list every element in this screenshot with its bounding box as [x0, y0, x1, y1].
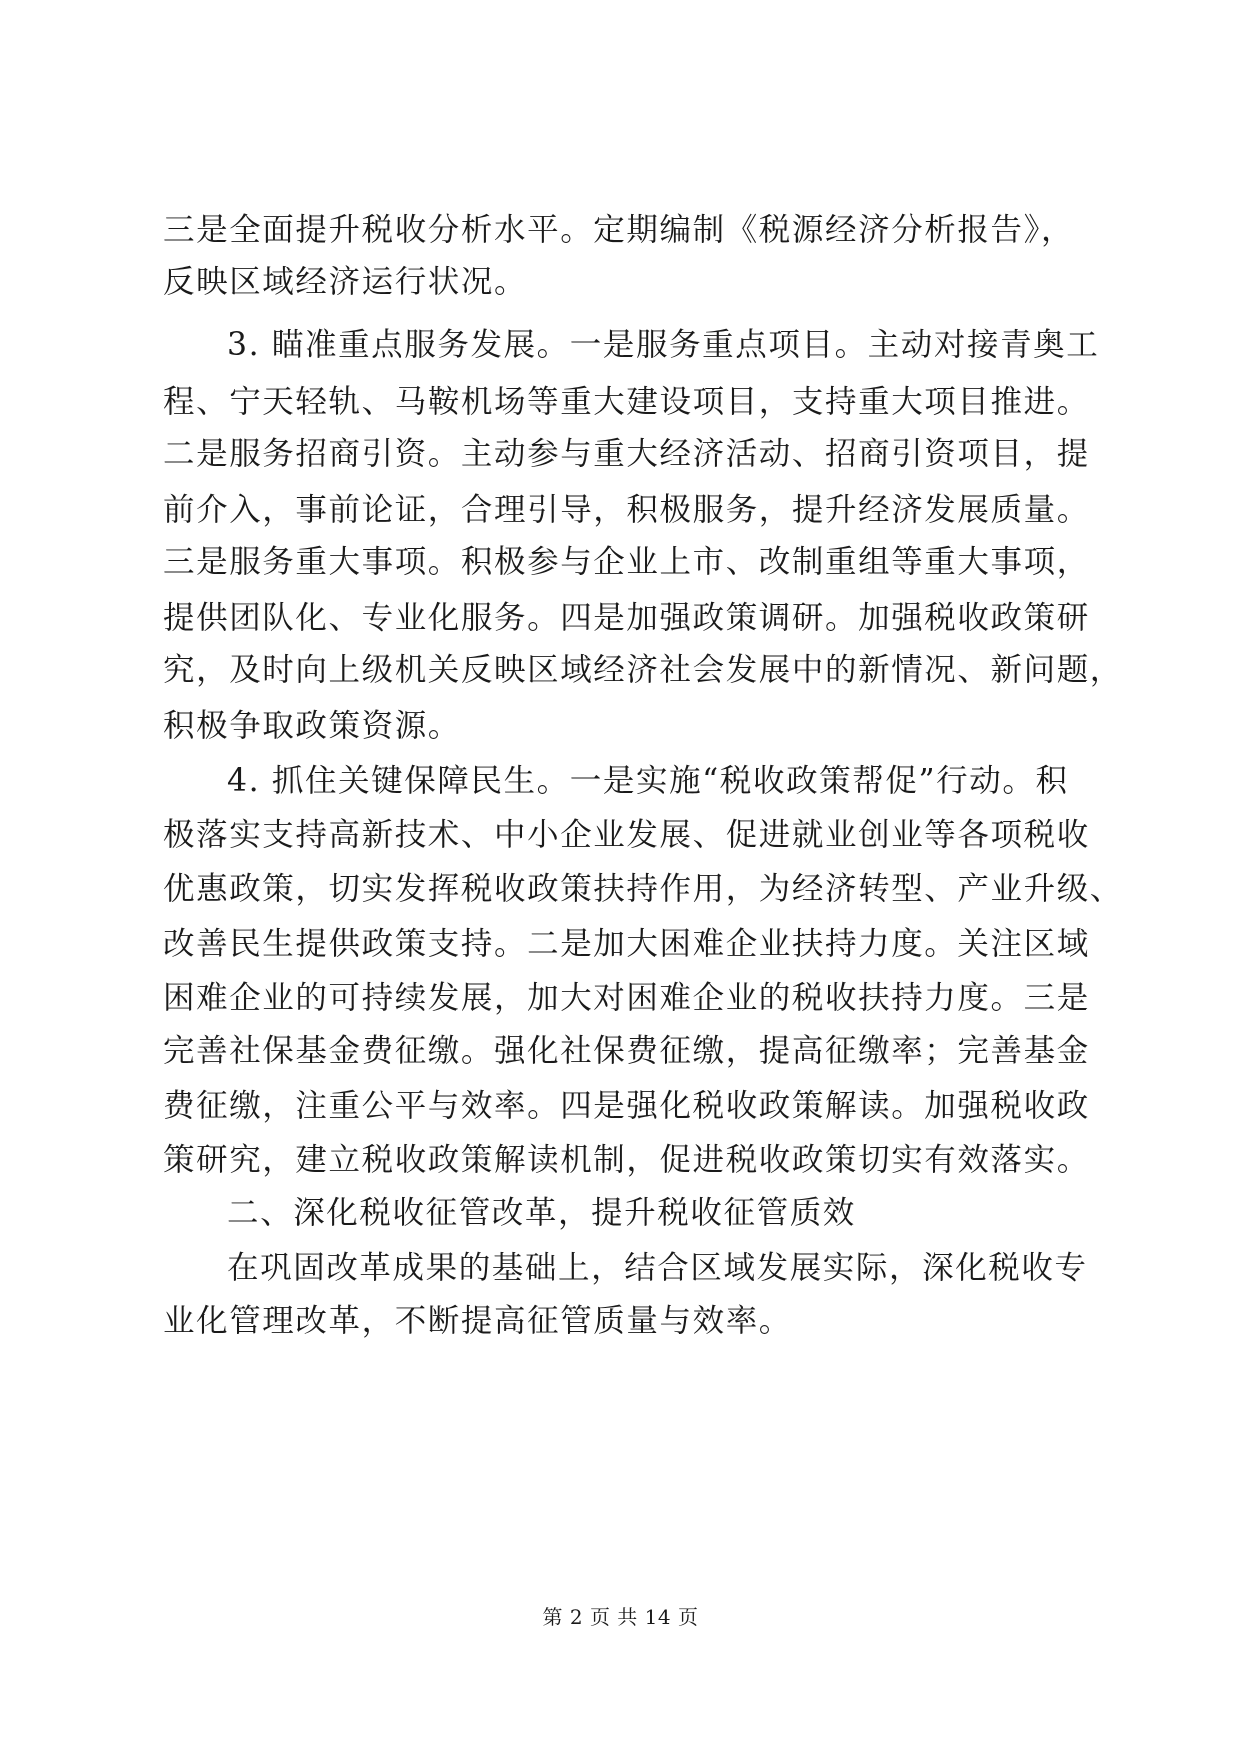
paragraph-line: 三是服务重大事项。积极参与企业上市、改制重组等重大事项，	[163, 544, 1090, 580]
paragraph-line: 前介入，事前论证，合理引导，积极服务，提升经济发展质量。	[163, 492, 1090, 528]
paragraph-line: 在巩固改革成果的基础上，结合区域发展实际，深化税收专	[227, 1250, 1088, 1286]
paragraph-line: 反映区域经济运行状况。	[163, 264, 528, 300]
paragraph-line: 程、宁天轻轨、马鞍机场等重大建设项目，支持重大项目推进。	[163, 384, 1090, 420]
paragraph-line: 极落实支持高新技术、中小企业发展、促进就业创业等各项税收	[163, 817, 1090, 853]
paragraph-line: 优惠政策，切实发挥税收政策扶持作用，为经济转型、产业升级、	[163, 871, 1123, 907]
paragraph-line: 4. 抓住关键保障民生。一是实施“税收政策帮促”行动。积	[227, 763, 1069, 799]
paragraph-line: 积极争取政策资源。	[163, 708, 461, 744]
paragraph-line: 二是服务招商引资。主动参与重大经济活动、招商引资项目，提	[163, 436, 1090, 472]
paragraph-line: 困难企业的可持续发展，加大对困难企业的税收扶持力度。三是	[163, 980, 1090, 1016]
page-number-footer: 第 2 页 共 14 页	[542, 1605, 699, 1629]
paragraph-line: 完善社保基金费征缴。强化社保费征缴，提高征缴率；完善基金	[163, 1033, 1090, 1069]
paragraph-line: 提供团队化、专业化服务。四是加强政策调研。加强税收政策研	[163, 600, 1090, 636]
paragraph-line: 三是全面提升税收分析水平。定期编制《税源经济分析报告》，	[163, 212, 1075, 248]
paragraph-line: 改善民生提供政策支持。二是加大困难企业扶持力度。关注区域	[163, 926, 1090, 962]
paragraph-line: 究，及时向上级机关反映区域经济社会发展中的新情况、新问题，	[163, 652, 1123, 688]
paragraph-line: 费征缴，注重公平与效率。四是强化税收政策解读。加强税收政	[163, 1088, 1090, 1124]
paragraph-line: 3. 瞄准重点服务发展。一是服务重点项目。主动对接青奥工	[227, 327, 1100, 363]
paragraph-line: 策研究，建立税收政策解读机制，促进税收政策切实有效落实。	[163, 1142, 1090, 1178]
section-heading: 二、深化税收征管改革，提升税收征管质效	[227, 1195, 856, 1231]
paragraph-line: 业化管理改革，不断提高征管质量与效率。	[163, 1303, 792, 1339]
